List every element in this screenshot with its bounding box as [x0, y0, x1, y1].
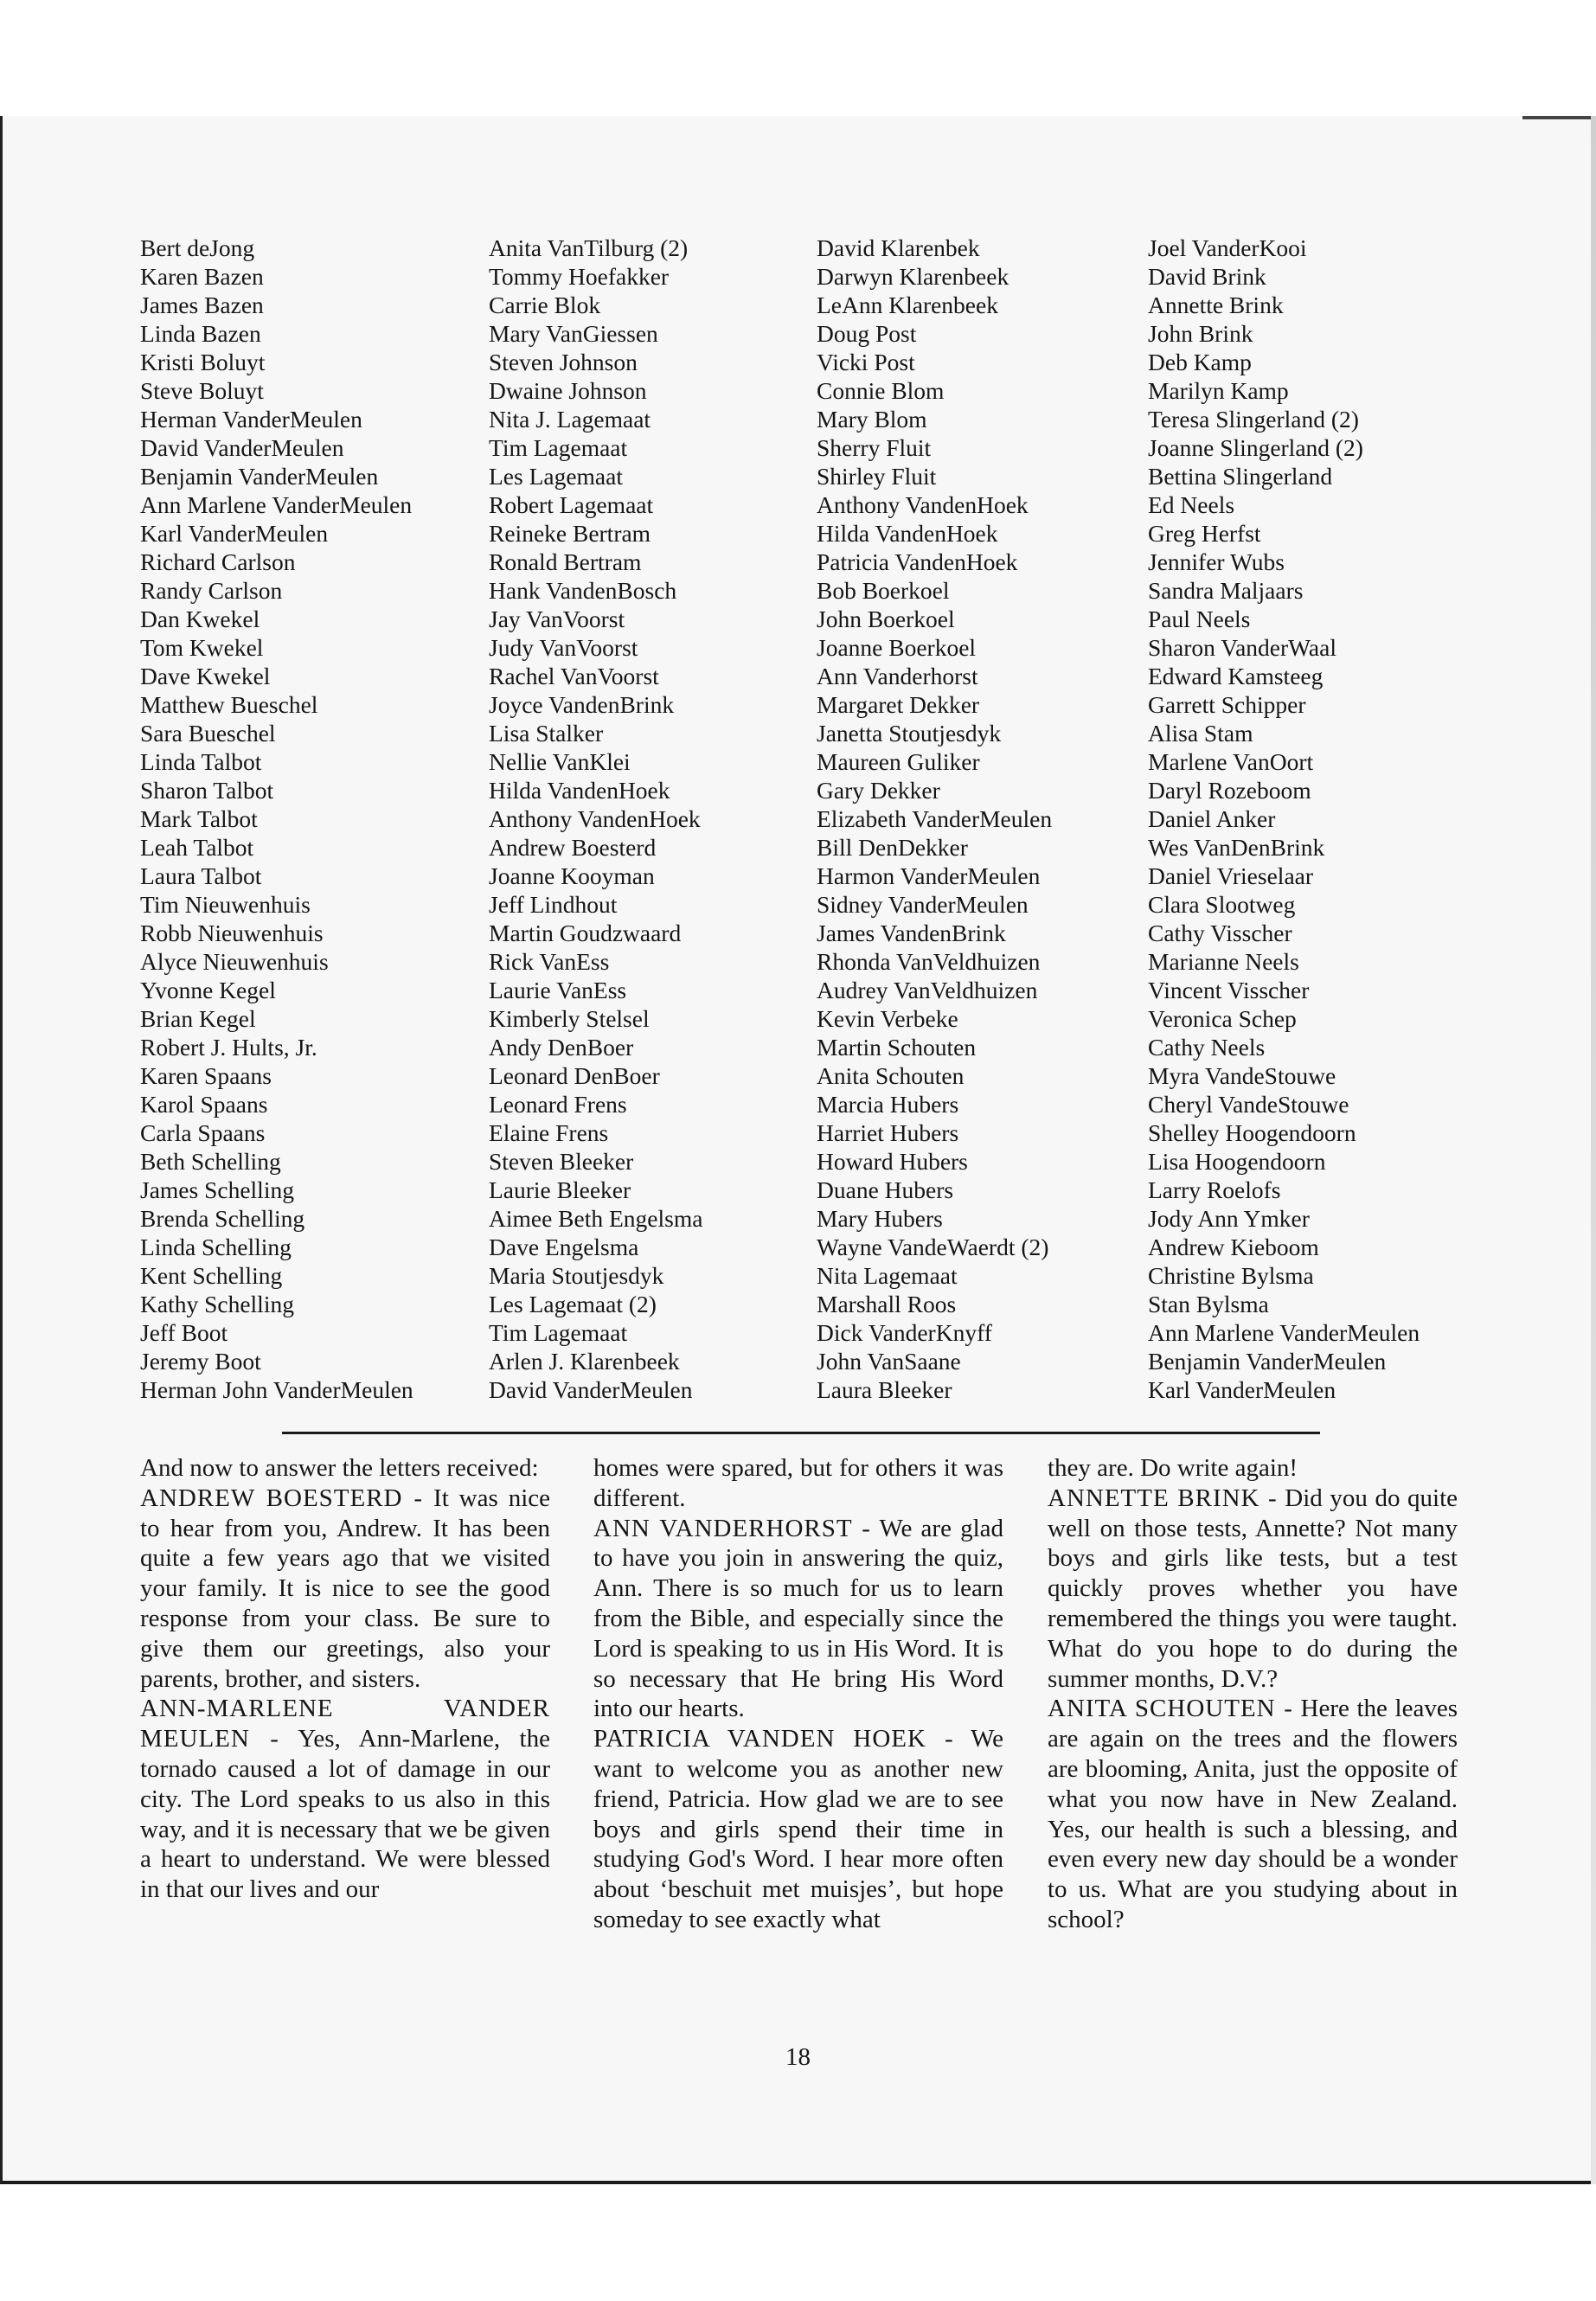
name-entry: Harmon VanderMeulen: [817, 862, 1041, 889]
name-entry: Bill DenDekker: [817, 834, 968, 861]
name-entry: Darwyn Klarenbeek: [817, 263, 1010, 290]
name-entry: Jay VanVoorst: [489, 606, 625, 632]
name-entry: Tim Lagemaat: [489, 434, 628, 461]
name-entry: Mary Blom: [817, 406, 927, 433]
page-number: 18: [785, 2043, 811, 2071]
name-entry: Tim Lagemaat: [489, 1319, 628, 1346]
name-entry: Dave Kwekel: [140, 663, 271, 689]
name-entry: Rhonda VanVeldhuizen: [817, 948, 1041, 975]
name-entry: Margaret Dekker: [817, 691, 980, 718]
name-entry: Anita VanTilburg (2): [489, 234, 689, 261]
name-entry: Joanne Boerkoel: [817, 634, 977, 661]
name-entry: Ann Marlene VanderMeulen: [140, 491, 413, 518]
name-entry: Annette Brink: [1148, 292, 1284, 318]
name-entry: Bettina Slingerland: [1148, 463, 1333, 490]
name-entry: Joel VanderKooi: [1148, 234, 1307, 261]
letter-recipient-name: ANITA SCHOUTEN -: [1048, 1695, 1293, 1723]
name-entry: Clara Slootweg: [1148, 891, 1296, 918]
name-entry: Harriet Hubers: [817, 1119, 959, 1146]
letter-continuation: homes were spared, but for others it was different.: [593, 1454, 1003, 1512]
name-entry: Sharon VanderWaal: [1148, 634, 1336, 661]
name-entry: Steve Boluyt: [140, 377, 264, 404]
name-entry: Daniel Vrieselaar: [1148, 862, 1314, 889]
name-entry: Howard Hubers: [817, 1148, 968, 1175]
name-entry: Lisa Hoogendoorn: [1148, 1148, 1326, 1175]
name-entry: Marcia Hubers: [817, 1091, 959, 1118]
name-entry: Brian Kegel: [140, 1005, 256, 1032]
name-entry: Benjamin VanderMeulen: [1148, 1348, 1387, 1375]
name-entry: Les Lagemaat (2): [489, 1291, 657, 1317]
names-column-3: [817, 234, 1052, 1404]
name-entry: Robb Nieuwenhuis: [140, 920, 324, 946]
name-entry: Joanne Kooyman: [489, 862, 655, 889]
letter-reply-andrew: [140, 1484, 550, 1695]
name-entry: Herman John VanderMeulen: [140, 1376, 413, 1403]
name-entry: David VanderMeulen: [489, 1376, 693, 1403]
letter-reply-text: We want to welcome you as another new friend, Patricia. How glad we are to see boys and girls spend their time in studying God's Word. I hear more often about ‘beschuit met muisjes’, but hope someday to see exactly what: [593, 1725, 1003, 1933]
letter-reply-annette: [1048, 1484, 1458, 1695]
name-entry: Myra VandeStouwe: [1148, 1062, 1336, 1089]
name-entry: Rachel VanVoorst: [489, 663, 659, 689]
name-entry: Sidney VanderMeulen: [817, 891, 1029, 918]
name-entry: Kimberly Stelsel: [489, 1005, 650, 1032]
name-entry: Carla Spaans: [140, 1119, 266, 1146]
letter-reply-text: We are glad to have you join in answering the quiz, Ann. There is so much for us to learn from the Bible, and especially since the Lord is speaking to us in His Word. It is so necessary that He bring His Word into our hearts.: [593, 1514, 1003, 1723]
name-entry: John Boerkoel: [817, 606, 955, 632]
name-entry: Duane Hubers: [817, 1176, 954, 1203]
name-entry: Paul Neels: [1148, 606, 1251, 632]
name-entry: Linda Schelling: [140, 1234, 292, 1260]
name-entry: Veronica Schep: [1148, 1005, 1297, 1032]
name-entry: Matthew Bueschel: [140, 691, 318, 718]
name-entry: Tom Kwekel: [140, 634, 264, 661]
name-entry: Kent Schelling: [140, 1262, 283, 1289]
name-entry: Daryl Rozeboom: [1148, 777, 1311, 804]
name-entry: Laura Bleeker: [817, 1376, 952, 1403]
name-entry: Marshall Roos: [817, 1291, 957, 1317]
name-entry: Sharon Talbot: [140, 777, 274, 804]
name-entry: Christine Bylsma: [1148, 1262, 1314, 1289]
name-entry: Hilda VandenHoek: [817, 520, 998, 547]
name-entry: Beth Schelling: [140, 1148, 281, 1175]
name-entry: Mary VanGiessen: [489, 320, 658, 347]
name-entry: Steven Johnson: [489, 349, 638, 375]
name-entry: Hank VandenBosch: [489, 577, 677, 604]
name-entry: Kevin Verbeke: [817, 1005, 958, 1032]
name-entry: Herman VanderMeulen: [140, 406, 362, 433]
scan-right-edge: [1591, 116, 1596, 2184]
name-entry: Marianne Neels: [1148, 948, 1299, 975]
name-entry: Ann Marlene VanderMeulen: [1148, 1319, 1420, 1346]
name-entry: Wayne VandeWaerdt (2): [817, 1234, 1049, 1260]
name-entry: Andrew Boesterd: [489, 834, 657, 861]
letter-recipient-name: ANDREW BOESTERD -: [140, 1484, 424, 1512]
name-entry: Anita Schouten: [817, 1062, 965, 1089]
name-entry: Jeff Lindhout: [489, 891, 618, 918]
name-entry: Jeremy Boot: [140, 1348, 261, 1375]
names-column-1: [140, 234, 413, 1404]
names-column-2: [489, 234, 702, 1404]
name-entry: Lisa Stalker: [489, 720, 604, 747]
name-entry: Greg Herfst: [1148, 520, 1261, 547]
section-divider: [282, 1432, 1320, 1434]
name-entry: Karol Spaans: [140, 1091, 268, 1118]
name-entry: Martin Goudzwaard: [489, 920, 682, 946]
name-entry: Janetta Stoutjesdyk: [817, 720, 1002, 747]
name-entry: Marilyn Kamp: [1148, 377, 1289, 404]
name-entry: Linda Bazen: [140, 320, 261, 347]
name-entry: James VandenBrink: [817, 920, 1006, 946]
name-entry: Audrey VanVeldhuizen: [817, 977, 1038, 1003]
name-entry: Sandra Maljaars: [1148, 577, 1304, 604]
name-entry: Brenda Schelling: [140, 1205, 305, 1232]
name-entry: Teresa Slingerland (2): [1148, 406, 1359, 433]
name-entry: Cathy Visscher: [1148, 920, 1292, 946]
name-entry: Andrew Kieboom: [1148, 1234, 1319, 1260]
name-entry: John VanSaane: [817, 1348, 961, 1375]
name-entry: Carrie Blok: [489, 292, 601, 318]
name-entry: Jody Ann Ymker: [1148, 1205, 1310, 1232]
name-entry: Mark Talbot: [140, 805, 258, 832]
name-entry: Karen Bazen: [140, 263, 264, 290]
name-entry: Ann Vanderhorst: [817, 663, 978, 689]
name-entry: Anthony VandenHoek: [489, 805, 701, 832]
name-entry: Jeff Boot: [140, 1319, 228, 1346]
name-entry: Dwaine Johnson: [489, 377, 647, 404]
name-entry: Maureen Guliker: [817, 748, 980, 775]
names-column-4: [1148, 234, 1420, 1404]
name-entry: Laurie VanEss: [489, 977, 627, 1003]
name-entry: Laura Talbot: [140, 862, 262, 889]
name-entry: David VanderMeulen: [140, 434, 344, 461]
name-entry: Robert Lagemaat: [489, 491, 654, 518]
name-entry: Karl VanderMeulen: [1148, 1376, 1336, 1403]
name-entry: Yvonne Kegel: [140, 977, 276, 1003]
name-entry: John Brink: [1148, 320, 1253, 347]
name-entry: Larry Roelofs: [1148, 1176, 1281, 1203]
name-entry: Garrett Schipper: [1148, 691, 1306, 718]
name-entry: Reineke Bertram: [489, 520, 651, 547]
name-entry: Stan Bylsma: [1148, 1291, 1269, 1317]
letter-reply-text: Here the leaves are again on the trees and the flowers are blooming, Anita, just the opposite of what you now have in New Zealand. Yes, our health is such a blessing, and even every new day should be a wonder to us. What are you studying about in school?: [1048, 1695, 1458, 1933]
letter-reply-text: It was nice to hear from you, Andrew. It has been quite a few years ago that we visited your family. It is nice to see the good response from your class. Be sure to give them our greetings, also your parents, brother, and sisters.: [140, 1484, 551, 1693]
name-entry: Alyce Nieuwenhuis: [140, 948, 329, 975]
name-entry: Dan Kwekel: [140, 606, 260, 632]
name-entry: Connie Blom: [817, 377, 945, 404]
letter-recipient-name: PATRICIA VANDEN HOEK -: [593, 1725, 954, 1753]
name-entry: Bob Boerkoel: [817, 577, 950, 604]
letters-column-3: [1048, 1453, 1458, 1935]
scan-edge-mark: [1522, 116, 1596, 119]
name-entry: Cathy Neels: [1148, 1034, 1266, 1061]
name-entry: Nita Lagemaat: [817, 1262, 958, 1289]
name-entry: Richard Carlson: [140, 548, 296, 575]
letter-recipient-name: ANN-MARLENE VANDER MEULEN -: [140, 1695, 550, 1753]
name-entry: Sara Bueschel: [140, 720, 276, 747]
name-entry: Leonard DenBoer: [489, 1062, 660, 1089]
name-entry: Nellie VanKlei: [489, 748, 631, 775]
name-entry: Bert deJong: [140, 234, 255, 261]
name-entry: Leonard Frens: [489, 1091, 627, 1118]
name-entry: Elizabeth VanderMeulen: [817, 805, 1053, 832]
name-entry: David Brink: [1148, 263, 1266, 290]
letter-reply-anita: [1048, 1694, 1458, 1934]
name-entry: Robert J. Hults, Jr.: [140, 1034, 317, 1061]
letter-reply-ann: [593, 1514, 1003, 1725]
name-entry: Maria Stoutjesdyk: [489, 1262, 664, 1289]
name-entry: Nita J. Lagemaat: [489, 406, 651, 433]
name-entry: Karen Spaans: [140, 1062, 272, 1089]
name-entry: Vincent Visscher: [1148, 977, 1310, 1003]
name-entry: James Schelling: [140, 1176, 294, 1203]
name-entry: Tim Nieuwenhuis: [140, 891, 311, 918]
letter-reply-patricia: [593, 1724, 1003, 1935]
name-entry: Wes VanDenBrink: [1148, 834, 1325, 861]
name-entry: David Klarenbek: [817, 234, 980, 261]
name-entry: Sherry Fluit: [817, 434, 932, 461]
name-entry: Tommy Hoefakker: [489, 263, 670, 290]
letter-recipient-name: ANNETTE BRINK -: [1048, 1484, 1278, 1512]
name-entry: Judy VanVoorst: [489, 634, 638, 661]
name-entry: Martin Schouten: [817, 1034, 977, 1061]
name-entry: Linda Talbot: [140, 748, 262, 775]
name-entry: Andy DenBoer: [489, 1034, 634, 1061]
letter-reply-ann-marlene: [140, 1694, 550, 1905]
name-entry: James Bazen: [140, 292, 264, 318]
name-entry: Laurie Bleeker: [489, 1176, 631, 1203]
name-entry: Rick VanEss: [489, 948, 610, 975]
name-entry: Ed Neels: [1148, 491, 1235, 518]
name-entry: Benjamin VanderMeulen: [140, 463, 379, 490]
letter-reply-text: Did you do quite well on those tests, Annette? Not many boys and girls like tests, but a test quickly proves whether you have remembered the things you were taught. What do you hope to do during the summer months, D.V.?: [1048, 1484, 1458, 1693]
name-entry: Alisa Stam: [1148, 720, 1253, 747]
letters-intro: And now to answer the letters received:: [140, 1454, 539, 1482]
name-entry: Arlen J. Klarenbeek: [489, 1348, 680, 1375]
name-entry: Shirley Fluit: [817, 463, 937, 490]
name-entry: Patricia VandenHoek: [817, 548, 1018, 575]
name-entry: Aimee Beth Engelsma: [489, 1205, 703, 1232]
name-entry: Dave Engelsma: [489, 1234, 639, 1260]
letter-recipient-name: ANN VANDERHORST -: [593, 1514, 871, 1542]
name-entry: Daniel Anker: [1148, 805, 1276, 832]
letter-reply-text: Yes, Ann-Marlene, the tornado caused a lot of damage in our city. The Lord speaks to us also in this way, and it is necessary that we be given a heart to understand. We were blessed in that our lives and our: [140, 1725, 550, 1904]
name-entry: Joanne Slingerland (2): [1148, 434, 1363, 461]
name-entry: Randy Carlson: [140, 577, 283, 604]
letter-continuation: they are. Do write again!: [1048, 1454, 1298, 1482]
name-entry: Leah Talbot: [140, 834, 254, 861]
name-entry: Dick VanderKnyff: [817, 1319, 992, 1346]
name-entry: Mary Hubers: [817, 1205, 943, 1232]
name-entry: Les Lagemaat: [489, 463, 623, 490]
name-entry: Kristi Boluyt: [140, 349, 266, 375]
name-entry: Anthony VandenHoek: [817, 491, 1029, 518]
name-entry: Jennifer Wubs: [1148, 548, 1285, 575]
name-entry: Doug Post: [817, 320, 917, 347]
name-entry: Elaine Frens: [489, 1119, 609, 1146]
name-entry: Joyce VandenBrink: [489, 691, 675, 718]
letters-column-1: [140, 1453, 550, 1905]
letters-column-2: [593, 1453, 1003, 1935]
name-entry: Deb Kamp: [1148, 349, 1252, 375]
name-entry: Steven Bleeker: [489, 1148, 634, 1175]
name-entry: Ronald Bertram: [489, 548, 642, 575]
name-entry: Shelley Hoogendoorn: [1148, 1119, 1356, 1146]
name-entry: LeAnn Klarenbeek: [817, 292, 998, 318]
name-entry: Cheryl VandeStouwe: [1148, 1091, 1349, 1118]
name-entry: Marlene VanOort: [1148, 748, 1314, 775]
name-entry: Karl VanderMeulen: [140, 520, 329, 547]
name-entry: Gary Dekker: [817, 777, 940, 804]
name-entry: Hilda VandenHoek: [489, 777, 670, 804]
name-entry: Vicki Post: [817, 349, 915, 375]
name-entry: Edward Kamsteeg: [1148, 663, 1324, 689]
name-entry: Kathy Schelling: [140, 1291, 294, 1317]
